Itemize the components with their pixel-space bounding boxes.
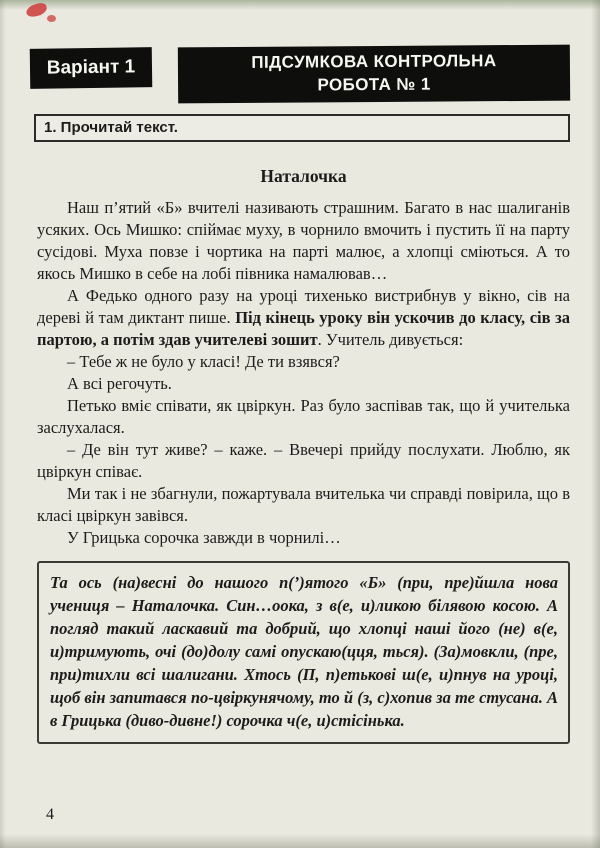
page-number: 4 [46,806,54,823]
story-paragraph: Наш п’ятий «Б» вчителі називають страшним. Багато в нас шалиганів усяких. Ось Мишко: спіймає муху, в чорнило вмочить і пустить її на парту сусідові. Муха повзе і чортика на парті малює, а хлопці сміються. А то якось Мишко в себе на лобі півника намалював… [37,198,570,283]
scan-edge-bottom [0,834,600,848]
story-paragraph [37,285,570,351]
story-paragraph: Ми так і не збагнули, пожартувала вчителька чи справді повірила, що в класі цвіркун завівся. [37,484,570,525]
test-title-line1: ПІДСУМКОВА КОНТРОЛЬНА [251,51,497,72]
scan-edge-right [591,0,600,848]
scan-artifact-red-mark [47,15,56,22]
story-title: Наталочка [260,166,347,186]
test-title-line2: РОБОТА № 1 [317,74,431,95]
story-content [37,166,570,744]
test-title-box [178,45,570,104]
story-paragraph-text: . Учитель дивується: [317,330,464,349]
task-instruction: 1. Прочитай текст. [44,119,178,136]
task-instruction-box [34,114,570,142]
story-paragraph: – Де він тут живе? – каже. – Ввечері прийду послухати. Люблю, як цвіркун співає. [37,440,570,481]
variant-label: Варіант 1 [46,56,136,79]
story-paragraph-bold-text: Під кінець уроку він ускочив до класу, сів за партою, а потім здав учителеві зошит [37,308,570,349]
story-paragraph: У Грицька сорочка завжди в чорнилі… [67,528,341,547]
story-paragraph: А всі регочуть. [67,374,172,393]
scan-edge-top [0,0,600,10]
exercise-text: Та ось (на)весні до нашого п(’)ятого «Б» (при, пре)йшла нова учениця – Наталочка. Син…оока, з в(е, и)ликою білявою косою. А погляд такий ласкавий та добрий, що хлопці наші його (не) в(е, и)тримують, очі (до)долу самі опускаю(цця, ться). (За)мовкли, (пре, при)тихли всі шалигани. Хтось (П, п)етькові ш(е, и)пнув на уроці, щоб він запитався по-цвіркунячому, то й (з, с)хопив за те стусана. А в Грицька (диво-дивне!) сорочка ч(е, и)стісінька. [50,573,558,730]
scan-artifact-red-mark [25,2,48,19]
story-paragraph: Петько вміє співати, як цвіркун. Раз було заспівав так, що й учителька заслухалася. [37,396,570,437]
story-paragraph: – Тебе ж не було у класі! Де ти взявся? [67,352,340,371]
scan-edge-left [0,0,6,848]
story-paragraph-text: А Федько одного разу на уроці тихенько вистрибнув у вікно, сів на дереві й там диктант пише. [37,286,570,327]
exercise-text-box [37,561,570,744]
variant-label-box [30,47,153,89]
